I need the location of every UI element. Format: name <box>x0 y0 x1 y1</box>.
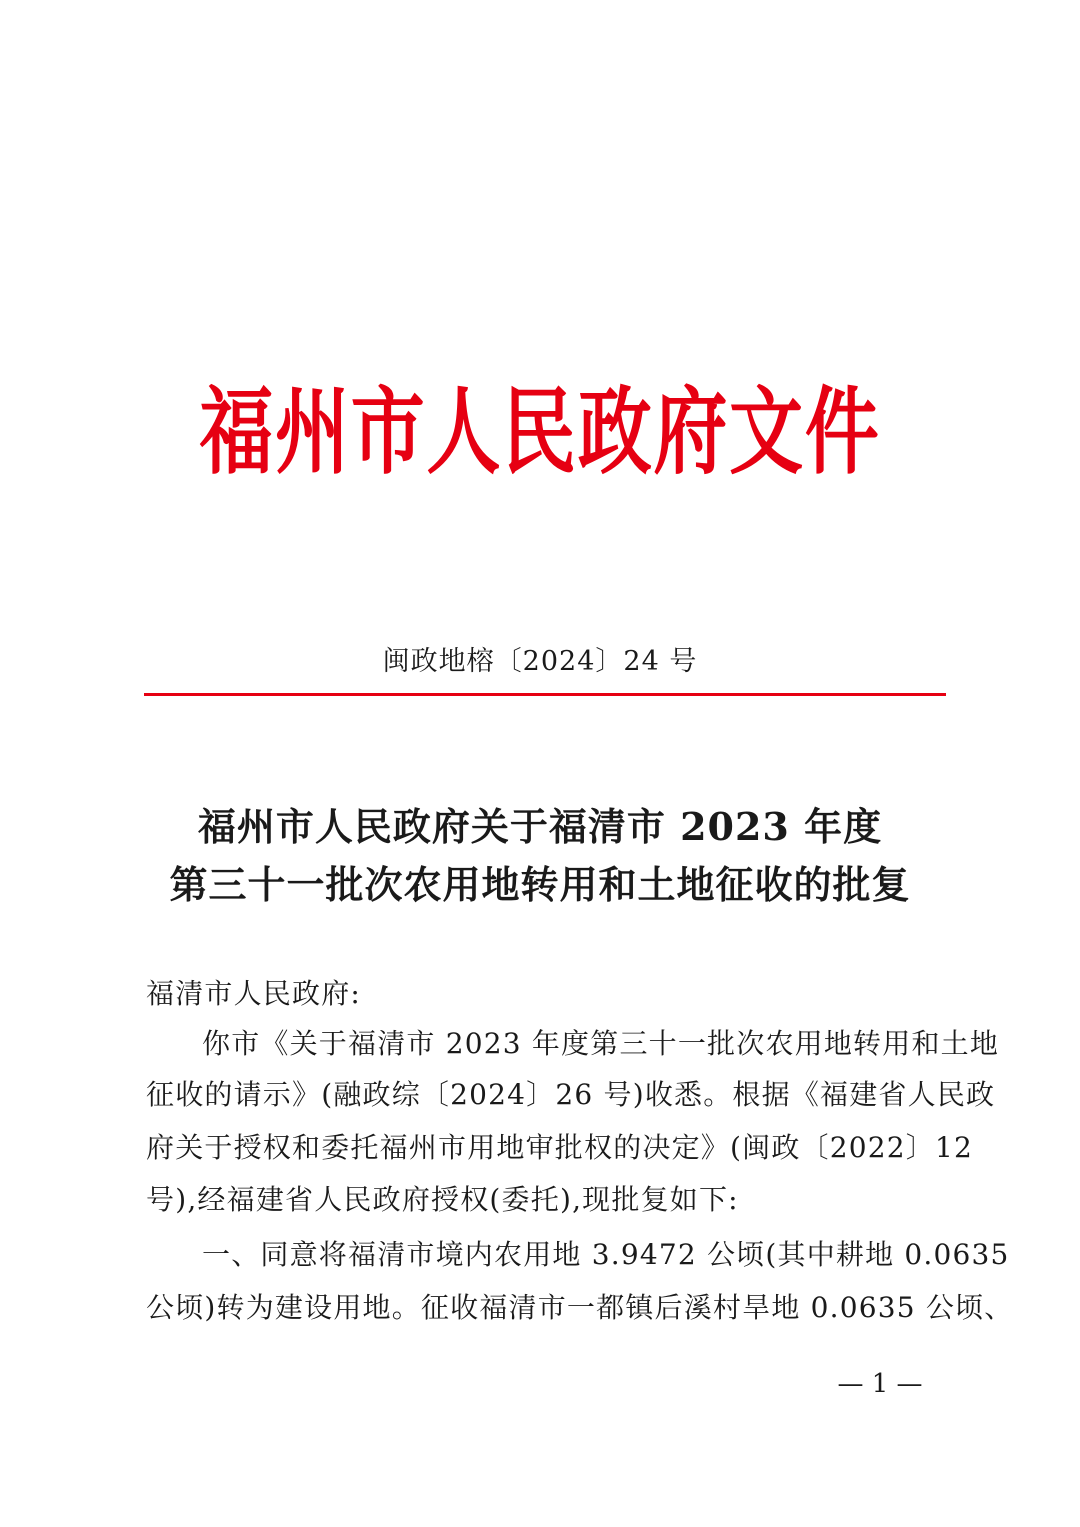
body-line-4: 号),经福建省人民政府授权(委托),现批复如下: <box>146 1183 739 1216</box>
body-line-6: 公顷)转为建设用地。征收福清市一都镇后溪村旱地 0.0635 公顷、 <box>146 1291 1014 1324</box>
document-title-line-1: 福州市人民政府关于福清市 2023 年度 <box>197 804 883 849</box>
page-number: — 1 — <box>837 1369 923 1399</box>
document-title-line-2: 第三十一批次农用地转用和土地征收的批复 <box>169 862 911 907</box>
body-line-5: 一、同意将福清市境内农用地 3.9472 公顷(其中耕地 0.0635 <box>202 1238 1010 1271</box>
document-number: 闽政地榕〔2024〕24 号 <box>382 646 698 677</box>
red-divider-rule <box>144 693 946 696</box>
body-line-2: 征收的请示》(融政综〔2024〕26 号)收悉。根据《福建省人民政 <box>146 1078 996 1111</box>
body-line-3: 府关于授权和委托福州市用地审批权的决定》(闽政〔2022〕12 <box>146 1131 974 1164</box>
addressee: 福清市人民政府: <box>146 977 362 1010</box>
body-line-1: 你市《关于福清市 2023 年度第三十一批次农用地转用和土地 <box>202 1027 1000 1060</box>
masthead-title: 福州市人民政府文件 <box>199 376 881 487</box>
